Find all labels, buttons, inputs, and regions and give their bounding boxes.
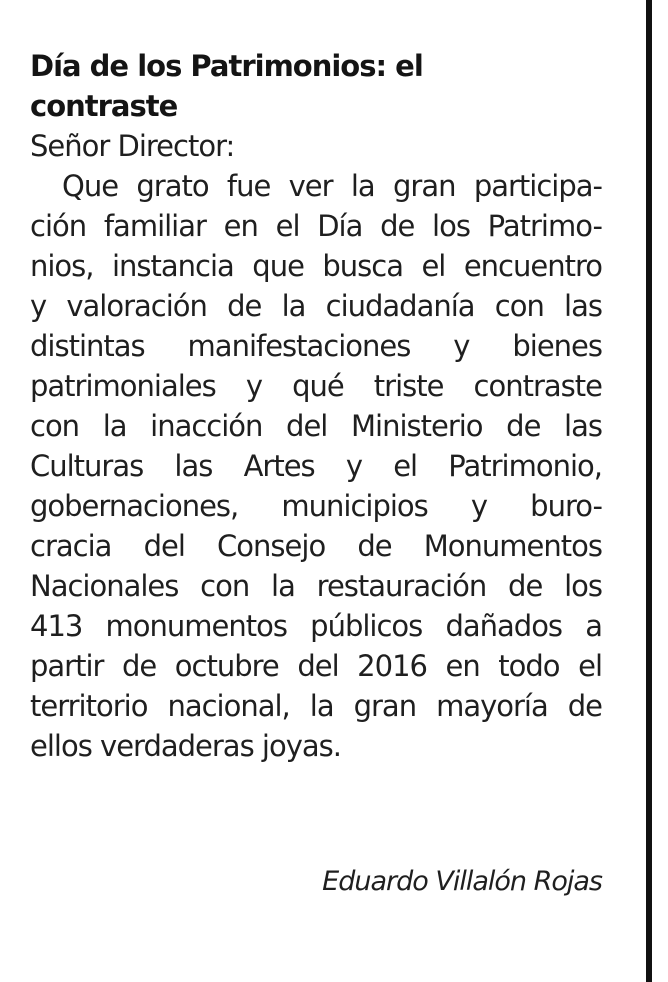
body-line: Que grato fue ver la gran participa- bbox=[62, 169, 602, 203]
letter-body bbox=[30, 166, 602, 766]
headline-line-1: Día de los Patrimonios: el bbox=[30, 49, 423, 83]
body-line: gobernaciones, municipios y buro- bbox=[30, 489, 602, 523]
author-signature: Eduardo Villalón Rojas bbox=[322, 866, 602, 897]
salutation: Señor Director: bbox=[30, 129, 235, 163]
body-line: ellos verdaderas joyas. bbox=[30, 729, 341, 763]
body-line: con la inacción del Ministerio de las bbox=[30, 409, 602, 443]
body-line: distintas manifestaciones y bienes bbox=[30, 329, 602, 363]
letter-to-editor bbox=[30, 46, 602, 766]
column-rule bbox=[646, 0, 652, 982]
body-line: cracia del Consejo de Monumentos bbox=[30, 529, 602, 563]
body-line: Nacionales con la restauración de los bbox=[30, 569, 602, 603]
body-line: 413 monumentos públicos dañados a bbox=[30, 609, 602, 643]
body-line: partir de octubre del 2016 en todo el bbox=[30, 649, 602, 683]
body-line: Culturas las Artes y el Patrimonio, bbox=[30, 449, 602, 483]
body-line: territorio nacional, la gran mayoría de bbox=[30, 689, 602, 723]
headline-line-2: contraste bbox=[30, 89, 178, 123]
body-line: nios, instancia que busca el encuentro bbox=[30, 249, 602, 283]
body-line: ción familiar en el Día de los Patrimo- bbox=[30, 209, 602, 243]
headline bbox=[30, 46, 602, 126]
body-line: y valoración de la ciudadanía con las bbox=[30, 289, 602, 323]
body-line: patrimoniales y qué triste contraste bbox=[30, 369, 602, 403]
